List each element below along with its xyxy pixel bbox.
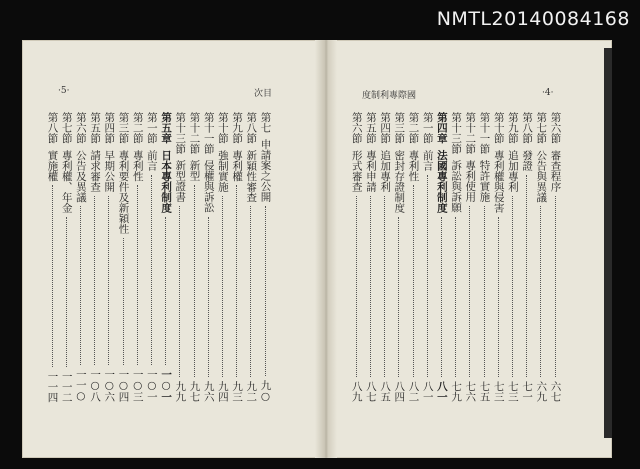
toc-entry-page: 八一 (435, 381, 448, 402)
toc-leader-dots (52, 185, 53, 367)
toc-leader-dots (108, 196, 109, 366)
toc-entry-title: 專利要件及新穎性 (117, 149, 130, 234)
toc-entry-label: 第九節 (231, 112, 244, 144)
watermark: NMTL20140084168 (436, 8, 630, 30)
toc-entry (436, 112, 447, 402)
toc-entry-page: 六九 (535, 381, 548, 402)
toc-entry (246, 112, 257, 402)
toc-entry-page: 七五 (478, 381, 491, 402)
toc-entry (260, 112, 271, 402)
toc-entry-title: 專利使用 (464, 160, 477, 202)
toc-entry (493, 112, 504, 402)
toc-leader-dots (484, 206, 485, 377)
toc-entry (90, 112, 101, 402)
toc-entry-label: 第一節 (145, 112, 158, 144)
toc-entry-page: 六七 (549, 381, 562, 402)
toc-entry-title: 審查程序 (549, 149, 562, 192)
toc-leader-dots (356, 196, 357, 378)
toc-leader-dots (455, 217, 456, 378)
toc-leader-dots (498, 217, 499, 378)
toc-entry-label: 第十一節 (202, 112, 215, 154)
toc-entry-title: 實施權 (46, 149, 59, 181)
toc-entry (465, 112, 476, 402)
toc-leader-dots (236, 185, 237, 377)
toc-leader-dots (540, 206, 541, 377)
toc-entry-label: 第三節 (117, 112, 130, 144)
toc-entry-label: 第四章 (435, 112, 448, 144)
toc-entry-page: 八一 (421, 381, 434, 402)
toc-leader-dots (123, 238, 124, 366)
toc-leader-dots (208, 217, 209, 378)
toc-leader-dots (194, 185, 195, 377)
toc-entry-page: 九六 (202, 381, 215, 402)
toc-entry (189, 112, 200, 402)
toc-entry-label: 第一節 (421, 112, 434, 144)
toc-entry-title: 特許實施 (478, 160, 491, 202)
toc-entry-label: 第十三節 (174, 112, 187, 154)
toc-entry-page: 一○三 (131, 369, 144, 402)
toc-entry-title: 專利權 (231, 149, 244, 181)
toc-entry-label: 第十節 (216, 112, 229, 144)
toc-entry-label: 第六節 (549, 112, 562, 144)
toc-entry (408, 112, 419, 402)
toc-entry-page: 八五 (379, 381, 392, 402)
toc-entry (75, 112, 86, 402)
toc-entry-page: 七九 (450, 381, 463, 402)
right-running-head: 度制利專際國 (362, 91, 417, 101)
toc-leader-dots (512, 196, 513, 378)
toc-entry-title: 強制實施 (216, 149, 229, 192)
toc-entry-page: 一一四 (46, 370, 59, 402)
toc-leader-dots (441, 217, 442, 378)
toc-entry (507, 112, 518, 402)
toc-leader-dots (469, 206, 470, 377)
toc-leader-dots (222, 196, 223, 378)
toc-entry-title: 密封存證制度 (393, 149, 406, 213)
toc-leader-dots (384, 196, 385, 378)
toc-entry-label: 第十一節 (478, 112, 491, 154)
toc-entry-title: 公告及異議 (74, 149, 87, 202)
toc-entry-title: 發證 (521, 149, 534, 171)
toc-entry-title: 請求審查 (89, 149, 102, 192)
toc-entry-title: 專利性 (407, 149, 420, 181)
toc-entry-label: 第三節 (393, 112, 406, 144)
toc-entry-page: 一○四 (117, 369, 130, 402)
toc-entry-title: 專利權、年金 (60, 149, 73, 213)
toc-entry-label: 第五章 (160, 112, 173, 144)
toc-entry-title: 訴訟與訴願 (450, 160, 463, 213)
book-edge (604, 48, 612, 438)
toc-entry (132, 112, 143, 402)
toc-entry-label: 第四節 (379, 112, 392, 144)
toc-entry-title: 早期公開 (103, 149, 116, 192)
toc-entry (479, 112, 490, 402)
open-book (22, 40, 612, 458)
toc-leader-dots (151, 175, 152, 366)
toc-entry-title: 前言 (145, 149, 158, 171)
toc-entry-page: 七六 (464, 381, 477, 402)
toc-entry-title: 新穎性審查 (245, 149, 258, 202)
toc-entry-label: 第五節 (89, 112, 102, 144)
toc-leader-dots (555, 196, 556, 378)
toc-entry-title: 形式審查 (350, 149, 363, 192)
toc-entry-page: 九七 (188, 381, 201, 402)
toc-entry-label: 第五節 (364, 112, 377, 144)
toc-entry-page: 八二 (407, 381, 420, 402)
toc-leader-dots (413, 185, 414, 377)
toc-leader-dots (179, 206, 180, 377)
toc-entry-label: 第十二節 (464, 112, 477, 154)
toc-entry (232, 112, 243, 402)
toc-entry-label: 第二節 (407, 112, 420, 144)
toc-leader-dots (250, 206, 251, 377)
toc-entry (536, 112, 547, 402)
toc-entry-page: 一○一 (145, 369, 158, 402)
toc-entry-page: 七三 (506, 381, 519, 402)
toc-entry (451, 112, 462, 402)
toc-entry-label: 第六節 (74, 112, 87, 144)
toc-leader-dots (370, 196, 371, 378)
toc-entry-title: 侵權與訴訟 (202, 160, 215, 213)
toc-entry-label: 第十二節 (188, 112, 201, 154)
toc-entry (146, 112, 157, 402)
toc-entry (365, 112, 376, 402)
toc-leader-dots (137, 185, 138, 365)
toc-entry-page: 七三 (492, 381, 505, 402)
toc-entry (422, 112, 433, 402)
toc-entry-label: 第六節 (350, 112, 363, 144)
toc-entry-label: 第七 (259, 112, 272, 133)
toc-leader-dots (526, 175, 527, 378)
toc-entry (394, 112, 405, 402)
toc-entry-page: 九四 (216, 381, 229, 402)
toc-entry-title: 專利申請 (364, 149, 377, 192)
toc-entry-title: 日本專利制度 (160, 149, 173, 213)
toc-entry (522, 112, 533, 402)
toc-leader-dots (265, 206, 266, 376)
toc-leader-dots (398, 217, 399, 378)
toc-entry-page: 八四 (393, 381, 406, 402)
toc-entry-label: 第七節 (535, 112, 548, 144)
toc-entry (47, 112, 58, 402)
toc-leader-dots (165, 217, 166, 366)
toc-entry-title: 法國專利制度 (435, 149, 448, 213)
toc-entry-page: 九九 (174, 381, 187, 402)
toc-entry-label: 第八節 (521, 112, 534, 144)
toc-entry-title: 公告與異議 (535, 149, 548, 202)
toc-entry-label: 第七節 (60, 112, 73, 144)
toc-entry (351, 112, 362, 402)
toc-entry-page: 一一○ (74, 369, 87, 402)
toc-entry-page: 九二 (245, 381, 258, 402)
toc-entry-title: 新型 (188, 160, 201, 181)
toc-entry (118, 112, 129, 402)
toc-entry (61, 112, 72, 402)
toc-entry-label: 第九節 (506, 112, 519, 144)
toc-entry-label: 第四節 (103, 112, 116, 144)
right-page-number: ·4· (542, 88, 554, 98)
toc-entry-title: 新型證書 (174, 160, 187, 202)
left-running-head: 次目 (254, 89, 273, 99)
toc-leader-dots (94, 196, 95, 366)
toc-leader-dots (427, 175, 428, 378)
toc-entry-page: 七一 (521, 381, 534, 402)
toc-entry (104, 112, 115, 402)
toc-entry-label: 第十三節 (450, 112, 463, 154)
toc-entry-page: 八九 (350, 381, 363, 402)
toc-entry-label: 第八節 (245, 112, 258, 144)
toc-entry-label: 第二節 (131, 112, 144, 144)
book-gutter (315, 40, 337, 458)
toc-leader-dots (66, 217, 67, 367)
left-page-number: ·5· (58, 86, 70, 96)
toc-entry-title: 追加專利 (506, 149, 519, 192)
toc-entry-title: 申請案之公開 (259, 139, 272, 202)
toc-entry (550, 112, 561, 402)
toc-entry-page: 九○ (259, 379, 272, 402)
toc-leader-dots (80, 206, 81, 365)
toc-entry-title: 追加專利 (379, 149, 392, 192)
toc-entry-page: 一○八 (89, 369, 102, 402)
toc-entry (217, 112, 228, 402)
toc-entry-title: 前言 (421, 149, 434, 171)
toc-entry-label: 第十節 (492, 112, 505, 144)
toc-entry-page: 一一二 (60, 370, 73, 402)
toc-entry-page: 八七 (364, 381, 377, 402)
toc-entry-title: 專利性 (131, 149, 144, 181)
toc-entry-title: 專利權與侵害 (492, 149, 505, 213)
toc-entry-page: 九三 (231, 381, 244, 402)
toc-entry (175, 112, 186, 402)
toc-entry-label: 第八節 (46, 112, 59, 144)
toc-entry-page: 一○六 (103, 369, 116, 402)
toc-entry (203, 112, 214, 402)
toc-entry-page: 一○一 (160, 369, 173, 402)
toc-entry (380, 112, 391, 402)
toc-entry (161, 112, 172, 402)
